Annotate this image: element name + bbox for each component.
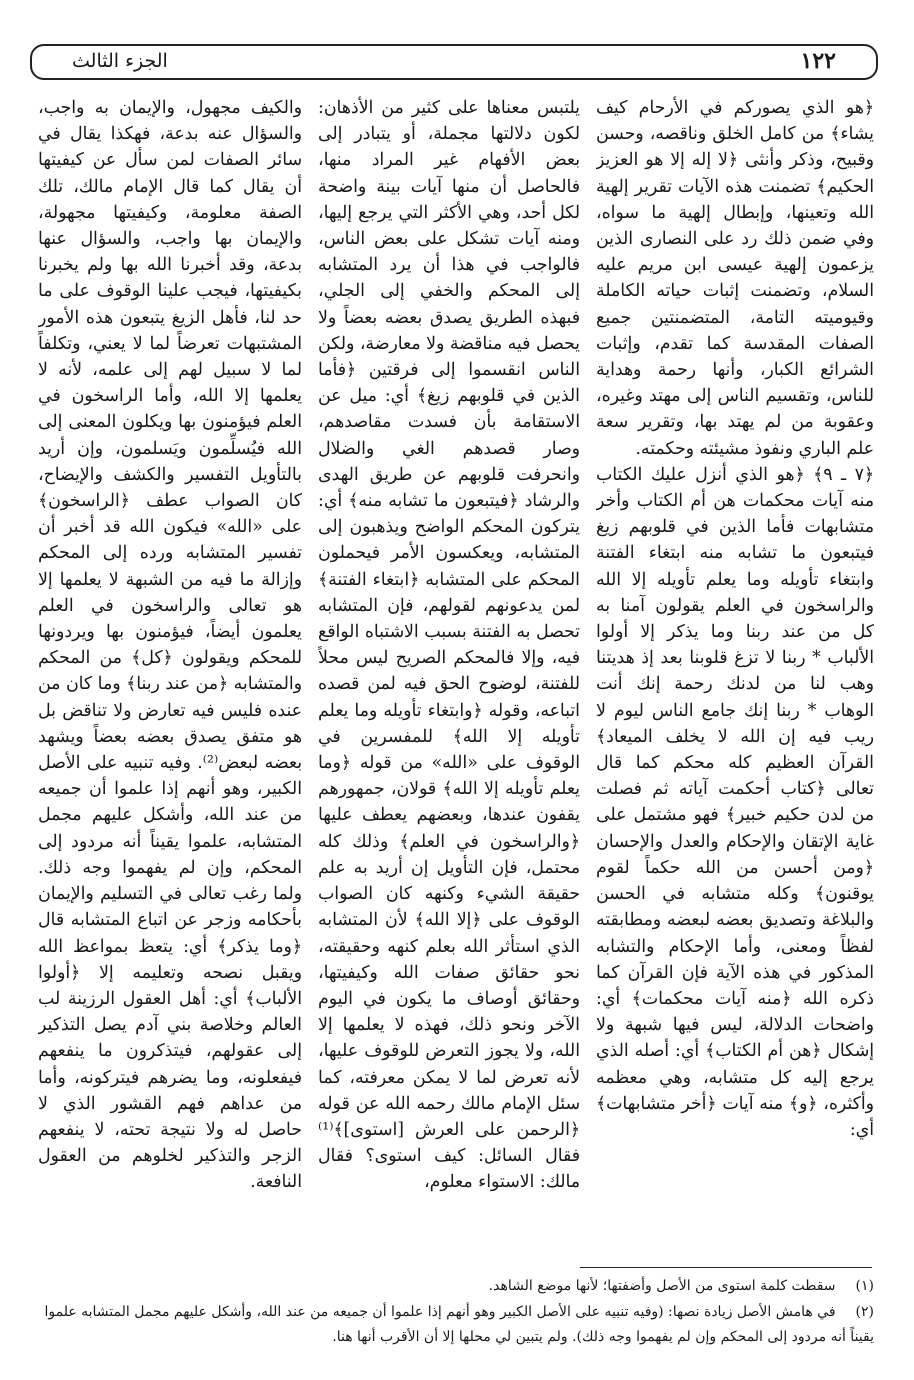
- column-left: [38, 95, 302, 1245]
- part-title: الجزء الثالث: [72, 50, 168, 72]
- footnote-text: سقطت كلمة استوى من الأصل وأضفتها؛ لأنها موضع الشاهد.: [488, 1278, 836, 1294]
- column-middle-text: يلتبس معناها على كثير من الأذهان: لكون دلالتها مجملة، أو يتبادر إلى بعض الأفهام غير المراد منها، فالحاصل أن منها آيات بينة واضحة لكل أحد، وهي الأكثر التي يرجع إليها، ومنه آيات تشكل على بعض الناس، فالواجب في هذا أن يرد المتشابه إلى المحكم والخفي إلى الجلي، فبهذه الطريق يصدق بعضه بعضاً ولا يحصل فيه مناقضة ولا معارضة، ولكن الناس انقسموا إلى فرقتين ﴿فأما الذين في قلوبهم زيغ﴾ أي: ميل عن الاستقامة بأن فسدت مقاصدهم، وصار قصدهم الغي والضلال وانحرفت قلوبهم عن طريق الهدى والرشاد ﴿فيتبعون ما تشابه منه﴾ أي: يتركون المحكم الواضح ويذهبون إلى المتشابه، ويعكسون الأمر فيحملون المحكم على المتشابه ﴿ابتغاء الفتنة﴾ لمن يدعونهم لقولهم، فإن المتشابه تحصل به الفتنة بسبب الاشتباه الواقع فيه، وإلا فالمحكم الصريح ليس محلاً للفتنة، لوضوح الحق فيه لمن قصده اتباعه، وقوله ﴿وابتغاء تأويله وما يعلم تأويله إلا الله﴾ للمفسرين في الوقوف على «الله» من قوله ﴿وما يعلم تأويله إلا الله﴾ قولان، جمهورهم يقفون عندها، وبعضهم يعطف عليها ﴿والراسخون في العلم﴾ وذلك كله محتمل، فإن التأويل إن أريد به علم حقيقة الشيء وكنهه كان الصواب الوقوف على ﴿إلا الله﴾ لأن المتشابه الذي استأثر الله بعلم كنهه وحقيقته، نحو حقائق صفات الله وكيفيتها، وحقائق أوصاف ما يكون في اليوم الآخر ونحو ذلك، فهذه لا يعلمها إلا الله، ولا يجوز التعرض للوقوف عليها، لأنه تعرض لما لا يمكن معرفته، كما سئل الإمام مالك رحمه الله عن قوله ﴿الرحمن على العرش [استوى]﴾⁽¹⁾ فقال السائل: كيف استوى؟ فقال مالك: الاستواء معلوم،: [318, 98, 580, 1193]
- page-number: ١٢٢: [800, 48, 836, 74]
- footnote-separator: [580, 1267, 872, 1268]
- column-right: [596, 95, 874, 1245]
- column-right-text: ﴿هو الذي يصوركم في الأرحام كيف يشاء﴾ من كامل الخلق وناقصه، وحسن وقبيح، وذكر وأنثى ﴿لا إله إلا هو العزيز الحكيم﴾ تضمنت هذه الآيات تقرير إلهية الله وتعينها، وإبطال إلهية ما سواه، وفي ضمن ذلك رد على النصارى الذين يزعمون إلهية عيسى ابن مريم عليه السلام، وتضمنت إثبات حياته الكاملة وقيوميته التامة، المتضمنتين جميع الصفات المقدسة كما تقدم، وإثبات الشرائع الكبار، وأنها رحمة وهداية للناس، وتقسيم الناس إلى مهتد وغيره، وعقوبة من لم يهتد بها، وتقرير سعة علم الباري ونفوذ مشيئته وحكمته. ﴿٧ ـ ٩﴾ ﴿هو الذي أنزل عليك الكتاب منه آيات محكمات هن أم الكتاب وأخر متشابهات فأما الذين في قلوبهم زيغ فيتبعون ما تشابه منه ابتغاء الفتنة وابتغاء تأويله وما يعلم تأويله إلا الله والراسخون في العلم يقولون آمنا به كل من عند ربنا وما يذكر إلا أولوا الألباب * ربنا لا تزغ قلوبنا بعد إذ هديتنا وهب لنا من لدنك رحمة إنك أنت الوهاب * ربنا إنك جامع الناس ليوم لا ريب فيه إن الله لا يخلف الميعاد﴾ القرآن العظيم كله محكم كما قال تعالى ﴿كتاب أحكمت آياته ثم فصلت من لدن حكيم خبير﴾ فهو مشتمل على غاية الإتقان والإحكام والعدل والإحسان ﴿ومن أحسن من الله حكماً لقوم يوقنون﴾ وكله متشابه في الحسن والبلاغة وتصديق بعضه لبعضه ومطابقته لفظاً ومعنى، وأما الإحكام والتشابه المذكور في هذه الآية فإن القرآن كما ذكره الله ﴿منه آيات محكمات﴾ أي: واضحات الدلالة، ليس فيها شبهة ولا إشكال ﴿هن أم الكتاب﴾ أي: أصله الذي يرجع إليه كل متشابه، وهي معظمه وأكثره، ﴿و﴾ منه آيات ﴿أخر متشابهات﴾ أي:: [596, 98, 874, 1140]
- footnote-text: في هامش الأصل زيادة نصها: (وفيه تنبيه على الأصل الكبير وهو أنهم إذا علموا أن جميعه من عند الله، وأشكل عليهم مجمل المتشابه علموا يقيناً أنه مردود إلى المحكم وإن لم يفهموا وجه ذلك). ولم يتبين لي محلها إلا أن الأقرب أنها هنا.: [44, 1304, 874, 1345]
- footnote-number: (٢): [855, 1304, 874, 1320]
- column-left-text: والكيف مجهول، والإيمان به واجب، والسؤال عنه بدعة، فهكذا يقال في سائر الصفات لمن سأل عن كيفيتها أن يقال كما قال الإمام مالك، تلك الصفة معلومة، وكيفيتها مجهولة، والإيمان بها واجب، والسؤال عنها بدعة، وقد أخبرنا الله بها ولم يخبرنا بكيفيتها، فيجب علينا الوقوف على ما حد لنا، فأهل الزيغ يتبعون هذه الأمور المشتبهات تعرضاً لما لا يعني، وتكلفاً لما لا سبيل لهم إلى علمه، لأنه لا يعلمها إلا الله، وأما الراسخون في العلم فيؤمنون بها ويكلون المعنى إلى الله فيُسلِّمون ويَسلمون، وإن أريد بالتأويل التفسير والكشف والإيضاح، كان الصواب عطف ﴿الراسخون﴾ على «الله» فيكون الله قد أخبر أن تفسير المتشابه ورده إلى المحكم وإزالة ما فيه من الشبهة لا يعلمها إلا هو تعالى والراسخون في العلم يعلمون أيضاً، فيؤمنون بها ويردونها للمحكم ويقولون ﴿كل﴾ من المحكم والمتشابه ﴿من عند ربنا﴾ وما كان من عنده فليس فيه تعارض ولا تناقض بل هو متفق يصدق بعضه بعضاً ويشهد بعضه لبعض⁽²⁾. وفيه تنبيه على الأصل الكبير، وهو أنهم إذا علموا أن جميعه من عند الله، وأشكل عليهم مجمل المتشابه، علموا يقيناً أنه مردود إلى المحكم، وإن لم يفهموا وجه ذلك. ولما رغب تعالى في التسليم والإيمان بأحكامه وزجر عن اتباع المتشابه قال ﴿وما يذكر﴾ أي: يتعظ بمواعظ الله ويقبل نصحه وتعليمه إلا ﴿أولوا الألباب﴾ أي: أهل العقول الرزينة لب العالم وخلاصة بني آدم يصل التذكير إلى عقولهم، فيتذكرون ما ينفعهم فيفعلونه، وما يضرهم فيتركونه، وأما من عداهم فهم القشور الذي لا حاصل له ولا نتيجة تحته، لا ينفعهم الزجر والتذكير لخلوهم من العقول النافعة.: [38, 98, 302, 1193]
- column-middle: [318, 95, 580, 1245]
- footnote-2: [34, 1300, 874, 1350]
- footnote-1: [34, 1274, 874, 1299]
- page-header: [30, 44, 878, 80]
- footnote-number: (١): [855, 1278, 874, 1294]
